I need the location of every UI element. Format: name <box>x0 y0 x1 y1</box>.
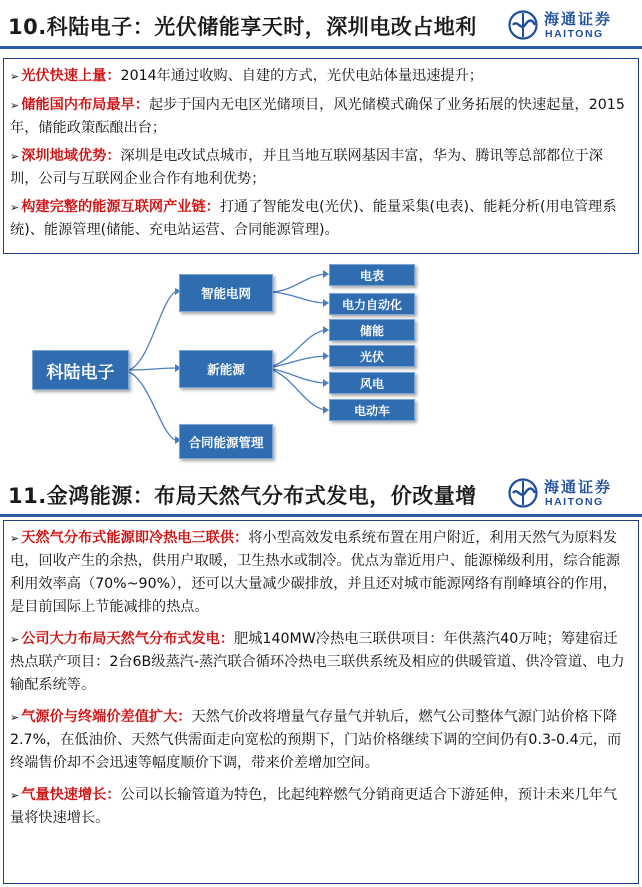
bullet-text: 公司以长输管道为特色，比起纯粹燃气分销商更适合下游延伸，预计未来几年气量将快速增长。 <box>10 787 618 826</box>
bullet-arrow-icon: ➢ <box>10 633 20 646</box>
bullet-item <box>10 196 630 241</box>
bullet-item <box>10 65 630 88</box>
bullet-highlight: 气源价与终端价差值扩大： <box>21 709 192 725</box>
bullet-highlight: 深圳地域优势： <box>21 148 121 164</box>
section1-divider <box>0 46 642 49</box>
bullet-arrow-icon: ➢ <box>10 201 20 214</box>
leaf-node: 电力自动化 <box>329 293 415 315</box>
bullet-arrow-icon: ➢ <box>10 150 20 163</box>
bullet-item <box>10 706 630 775</box>
bullet-highlight: 构建完整的能源互联网产业链： <box>21 199 220 215</box>
logo-en-text: HAITONG <box>545 28 604 40</box>
logo-en-text: HAITONG <box>545 496 604 508</box>
haitong-logo <box>508 8 634 44</box>
bullet-highlight: 光伏快速上量： <box>21 68 121 84</box>
bullet-text: 起步于国内无电区光储项目，风光储模式确保了业务拓展的快速起量，2015年，储能政策酝酿出台； <box>10 97 625 136</box>
bullet-highlight: 公司大力布局天然气分布式发电： <box>21 631 235 647</box>
bullet-item <box>10 784 630 830</box>
leaf-node: 电表 <box>329 264 415 286</box>
section2-header <box>0 470 642 520</box>
section2-divider <box>0 514 642 517</box>
bullet-item <box>10 94 630 139</box>
bullet-text: 将小型高效发电系统布置在用户附近，利用天然气为原料发电，回收产生的余热，供用户取暖，卫生热水或制冷。优点为靠近用户、能源梯级利用，综合能源利用效率高（70%~90%），还可以大量减少碳排放，并且还对城市能源网络有削峰填谷的作用，是目前国际上节能减排的热点。 <box>10 530 621 615</box>
bullet-highlight: 天然气分布式能源即冷热电三联供： <box>21 530 249 546</box>
bullet-text: 肥城140MW冷热电三联供项目：年供蒸汽40万吨；筹建宿迁热点联产项目：2台6B级蒸汽-蒸汽联合循环冷热电三联供系统及相应的供暖管道、供冷管道、电力输配系统等。 <box>10 631 625 693</box>
haitong-logo <box>508 476 634 512</box>
bullet-arrow-icon: ➢ <box>10 532 20 545</box>
root-node: 科陆电子 <box>32 350 129 390</box>
bullet-text: 2014年通过收购、自建的方式，光伏电站体量迅速提升； <box>120 68 483 84</box>
section1-panel <box>3 58 639 254</box>
bullet-text: 打通了智能发电(光伏)、能量采集(电表)、能耗分析(用电管理系统)、能源管理(储能、充电站运营、合同能源管理)。 <box>10 199 617 238</box>
branch-node-energy-contract: 合同能源管理 <box>179 424 273 459</box>
branch-node-new-energy: 新能源 <box>179 350 273 388</box>
section2-panel <box>3 520 639 884</box>
logo-cn-text: 海通证券 <box>544 10 613 28</box>
bullet-arrow-icon: ➢ <box>10 711 20 724</box>
bullet-highlight: 储能国内布局最早： <box>21 97 149 113</box>
haitong-logo-icon <box>508 10 538 40</box>
bullet-text: 深圳是电改试点城市，并且当地互联网基因丰富，华为、腾讯等总部都位于深圳，公司与互联网企业合作有地利优势； <box>10 148 603 187</box>
leaf-node: 光伏 <box>329 345 415 367</box>
branch-node-smart-grid: 智能电网 <box>179 274 273 312</box>
leaf-node: 电动车 <box>329 399 415 421</box>
bullet-arrow-icon: ➢ <box>10 99 20 112</box>
bullet-text: 天然气价改将增量气存量气并轨后，燃气公司整体气源门站价格下降2.7%，在低油价、天然气供需面走向宽松的预期下，门站价格继续下调的空间仍有0.3-0.4元，而终端售价却不会迅速等幅度顺价下调，带来价差增加空间。 <box>10 709 622 771</box>
bullet-highlight: 气量快速增长： <box>21 787 121 803</box>
bullet-item <box>10 145 630 190</box>
bullet-item <box>10 527 630 619</box>
leaf-node: 风电 <box>329 372 415 394</box>
bullet-arrow-icon: ➢ <box>10 70 20 83</box>
business-tree-diagram <box>0 262 642 462</box>
section2-title: 11.金鸿能源：布局天然气分布式发电，价改量增 <box>8 484 477 508</box>
bullet-arrow-icon: ➢ <box>10 789 20 802</box>
bullet-item <box>10 628 630 697</box>
section1-header <box>0 0 642 52</box>
leaf-node: 储能 <box>329 319 415 341</box>
logo-cn-text: 海通证券 <box>544 478 613 496</box>
haitong-logo-icon <box>508 478 538 508</box>
section1-title: 10.科陆电子：光伏储能享天时，深圳电改占地利 <box>8 15 477 39</box>
